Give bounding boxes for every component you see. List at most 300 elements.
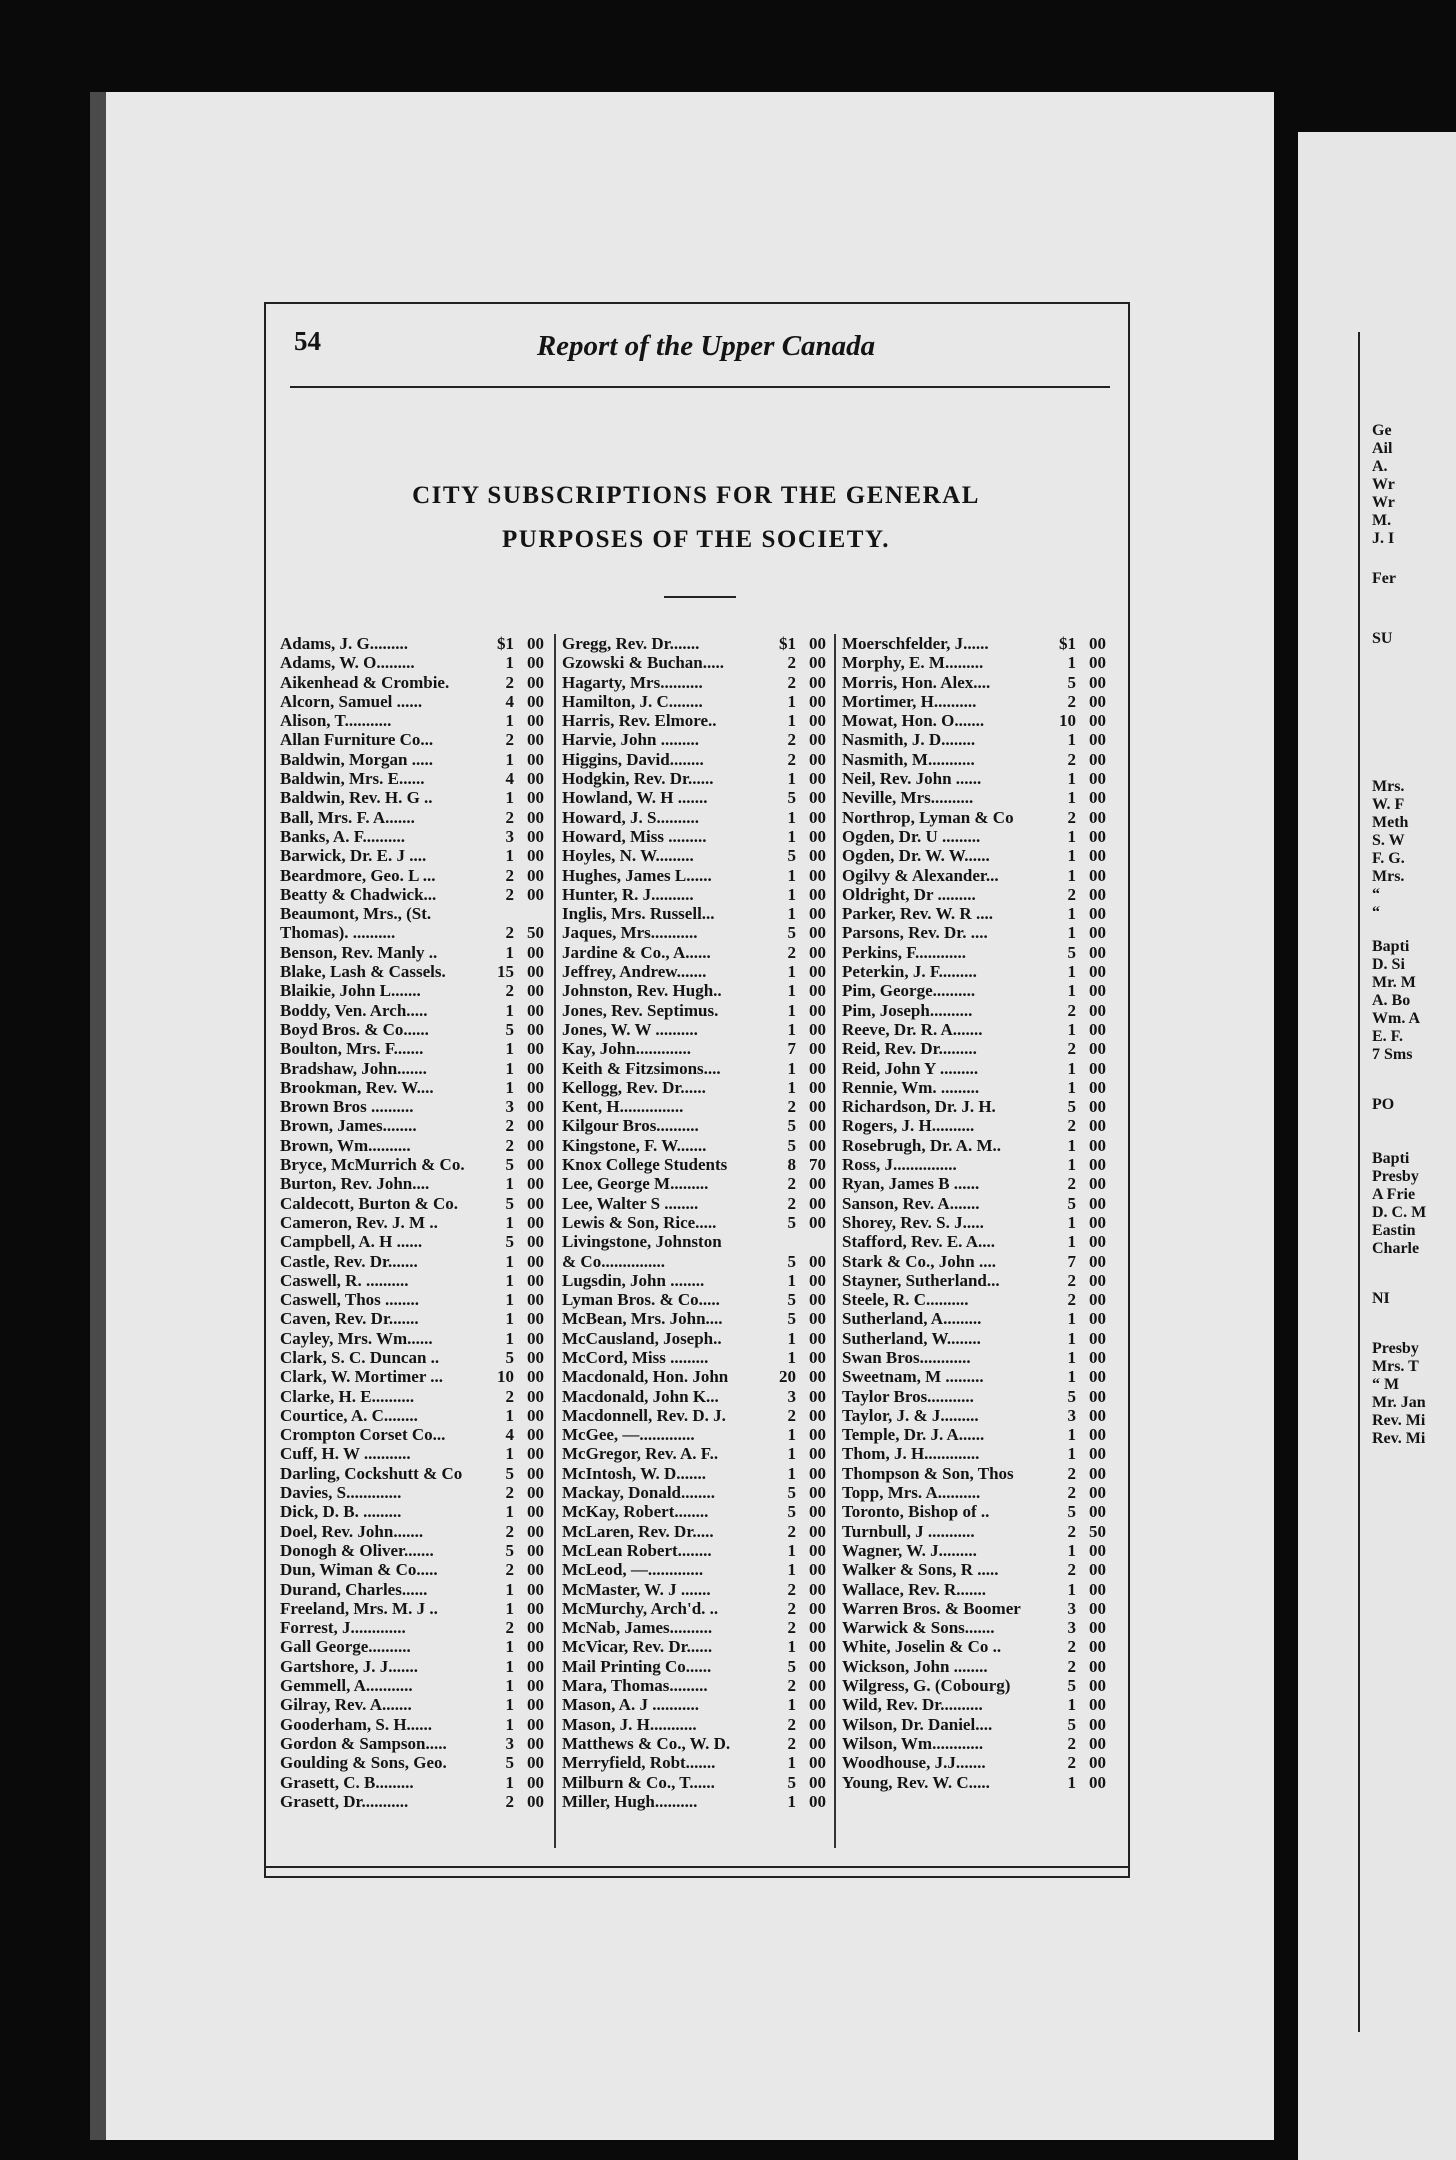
amount-cents: 00 — [809, 1540, 826, 1560]
title-rule — [664, 596, 736, 598]
amount-dollars: 2 — [505, 730, 514, 750]
subscription-entry — [562, 1637, 826, 1656]
amount-cents: 00 — [527, 1347, 544, 1367]
amount-dollars: 5 — [1067, 1676, 1076, 1696]
subscription-entry — [842, 1560, 1106, 1579]
subscription-entry — [562, 1039, 826, 1058]
subscriber-name: Ogden, Dr. W. W...... — [842, 846, 990, 866]
amount-dollars: 1 — [505, 942, 514, 962]
subscription-entry — [842, 1232, 1106, 1251]
amount-dollars: 1 — [787, 1463, 796, 1483]
facing-page-fragment: Mrs. — [1372, 868, 1405, 885]
page-frame — [264, 302, 1130, 1878]
amount-dollars: $1 — [1059, 634, 1076, 653]
amount-dollars: 5 — [1067, 1386, 1076, 1406]
amount-cents: 00 — [809, 1212, 826, 1232]
amount-cents: 00 — [527, 1019, 544, 1039]
facing-page-fragment: Wm. A — [1372, 1010, 1420, 1027]
amount-cents: 00 — [809, 1097, 826, 1117]
facing-page-fragment: D. C. M — [1372, 1204, 1427, 1221]
amount-cents: 00 — [809, 1270, 826, 1290]
subscriber-name: Mortimer, H.......... — [842, 691, 977, 711]
subscription-entry — [280, 673, 544, 692]
amount-dollars: 7 — [787, 1039, 796, 1059]
subscription-entry — [562, 1483, 826, 1502]
amount-cents: 00 — [527, 1695, 544, 1715]
amount-cents: 00 — [527, 1540, 544, 1560]
amount-dollars: 2 — [1067, 1116, 1076, 1136]
subscriber-name: Courtice, A. C........ — [280, 1405, 418, 1425]
subscriber-name: Turnbull, J ........... — [842, 1521, 975, 1541]
subscription-entry — [842, 1097, 1106, 1116]
facing-page-fragment: J. I — [1372, 530, 1395, 547]
subscription-entry — [842, 827, 1106, 846]
subscription-entry — [562, 1580, 826, 1599]
facing-page-fragment: Bapti — [1372, 938, 1410, 955]
subscription-entry — [280, 788, 544, 807]
amount-dollars: 5 — [787, 1502, 796, 1522]
subscription-entry — [842, 1059, 1106, 1078]
amount-cents: 00 — [527, 711, 544, 731]
subscriber-name: Milburn & Co., T...... — [562, 1772, 715, 1792]
amount-cents: 00 — [1089, 942, 1106, 962]
amount-dollars: 1 — [505, 1251, 514, 1271]
amount-dollars: 5 — [787, 1116, 796, 1136]
amount-dollars: 1 — [1067, 730, 1076, 750]
subscription-entry — [842, 1483, 1106, 1502]
subscriber-name: Bradshaw, John....... — [280, 1058, 427, 1078]
subscription-entry — [562, 1290, 826, 1309]
amount-cents: 00 — [809, 711, 826, 731]
subscription-entry — [842, 1657, 1106, 1676]
subscriber-name: Clarke, H. E.......... — [280, 1386, 415, 1406]
subscription-entry — [842, 1213, 1106, 1232]
amount-dollars: 2 — [505, 981, 514, 1001]
amount-dollars: 2 — [787, 1193, 796, 1213]
subscription-entry — [562, 1387, 826, 1406]
subscription-entry — [280, 1695, 544, 1714]
facing-page-fragment: Presby — [1372, 1340, 1419, 1357]
subscription-entry — [562, 788, 826, 807]
amount-cents: 00 — [809, 769, 826, 789]
amount-cents: 00 — [809, 1618, 826, 1638]
subscriber-name: Young, Rev. W. C..... — [842, 1772, 990, 1792]
subscriber-name: Clark, S. C. Duncan .. — [280, 1347, 440, 1367]
amount-dollars: 1 — [787, 1019, 796, 1039]
amount-dollars: 5 — [505, 1155, 514, 1175]
amount-dollars: 1 — [1067, 1347, 1076, 1367]
subscriber-name: McCausland, Joseph.. — [562, 1328, 722, 1348]
subscription-entry — [842, 1773, 1106, 1792]
amount-cents: 00 — [527, 1309, 544, 1329]
subscriber-name: Howland, W. H ....... — [562, 788, 708, 808]
amount-cents: 00 — [809, 1405, 826, 1425]
facing-page — [1298, 132, 1456, 2160]
amount-cents: 00 — [1089, 653, 1106, 673]
subscription-entry — [562, 1271, 826, 1290]
amount-dollars: $1 — [779, 634, 796, 653]
subscription-entry — [562, 1194, 826, 1213]
subscription-entry — [280, 1502, 544, 1521]
subscriber-name: Barwick, Dr. E. J .... — [280, 846, 427, 866]
subscriber-name: Topp, Mrs. A.......... — [842, 1483, 981, 1503]
amount-cents: 00 — [1089, 884, 1106, 904]
amount-cents: 00 — [809, 653, 826, 673]
subscription-entry — [280, 1599, 544, 1618]
amount-cents: 00 — [527, 730, 544, 750]
amount-cents: 00 — [527, 826, 544, 846]
subscription-entry — [842, 981, 1106, 1000]
amount-cents: 00 — [809, 1521, 826, 1541]
subscription-entry — [842, 788, 1106, 807]
amount-cents: 00 — [809, 1251, 826, 1271]
amount-dollars: 5 — [787, 1656, 796, 1676]
amount-dollars: 1 — [505, 1637, 514, 1657]
subscriber-name: Goulding & Sons, Geo. — [280, 1753, 447, 1773]
subscription-entry — [280, 1020, 544, 1039]
amount-cents: 00 — [809, 1116, 826, 1136]
subscription-column-3 — [842, 634, 1106, 1792]
subscription-entry — [562, 1541, 826, 1560]
amount-dollars: 1 — [505, 1039, 514, 1059]
subscription-entry — [842, 634, 1106, 653]
amount-dollars: 5 — [1067, 942, 1076, 962]
subscriber-name: Alcorn, Samuel ...... — [280, 691, 423, 711]
subscription-entry — [280, 981, 544, 1000]
amount-dollars: 1 — [787, 807, 796, 827]
amount-cents: 00 — [809, 1019, 826, 1039]
subscriber-name: McNab, James.......... — [562, 1618, 713, 1638]
subscription-entry — [280, 885, 544, 904]
subscription-entry — [842, 1271, 1106, 1290]
amount-dollars: 2 — [1067, 1753, 1076, 1773]
subscriber-name: Baldwin, Rev. H. G .. — [280, 788, 433, 808]
amount-cents: 00 — [527, 1290, 544, 1310]
amount-dollars: 2 — [505, 807, 514, 827]
amount-dollars: 2 — [787, 1579, 796, 1599]
subscription-entry — [280, 1676, 544, 1695]
facing-page-fragment: Wr — [1372, 494, 1395, 511]
amount-dollars: 1 — [1067, 769, 1076, 789]
subscriber-name: Wild, Rev. Dr.......... — [842, 1695, 983, 1715]
subscriber-name: Peterkin, J. F......... — [842, 962, 977, 982]
subscription-entry — [280, 1059, 544, 1078]
amount-cents: 00 — [809, 1000, 826, 1020]
subscription-entry — [842, 1580, 1106, 1599]
subscriber-name: Knox College Students — [562, 1155, 728, 1175]
amount-dollars: 2 — [505, 1618, 514, 1638]
amount-dollars: 1 — [1067, 1232, 1076, 1252]
amount-cents: 00 — [527, 1077, 544, 1097]
subscription-entry — [280, 1637, 544, 1656]
subscriber-name: Reid, Rev. Dr......... — [842, 1039, 977, 1059]
amount-dollars: 5 — [787, 1309, 796, 1329]
subscriber-name: Ross, J............... — [842, 1155, 957, 1175]
subscription-entry — [280, 1715, 544, 1734]
subscriber-name: Temple, Dr. J. A...... — [842, 1425, 985, 1445]
subscription-entry — [280, 653, 544, 672]
subscriber-name: Wallace, Rev. R....... — [842, 1579, 987, 1599]
amount-dollars: 1 — [787, 1270, 796, 1290]
subscription-entry — [562, 808, 826, 827]
amount-dollars: 15 — [497, 962, 514, 982]
subscription-entry — [842, 769, 1106, 788]
amount-dollars: 3 — [505, 1097, 514, 1117]
subscriber-name: White, Joselin & Co .. — [842, 1637, 1002, 1657]
subscription-entry — [842, 673, 1106, 692]
amount-cents: 00 — [527, 1444, 544, 1464]
amount-dollars: 1 — [1067, 846, 1076, 866]
amount-dollars: 4 — [505, 769, 514, 789]
amount-cents: 00 — [527, 749, 544, 769]
amount-cents: 00 — [527, 1328, 544, 1348]
amount-dollars: 5 — [505, 1232, 514, 1252]
subscription-entry — [562, 1560, 826, 1579]
subscription-entry — [562, 730, 826, 749]
amount-cents: 00 — [527, 1579, 544, 1599]
subscription-entry — [842, 1541, 1106, 1560]
subscription-entry — [842, 1715, 1106, 1734]
subscriber-name: Warren Bros. & Boomer — [842, 1598, 1021, 1618]
subscriber-name: Steele, R. C.......... — [842, 1290, 969, 1310]
amount-dollars: 1 — [505, 653, 514, 673]
subscription-entry — [842, 1020, 1106, 1039]
amount-dollars: 1 — [1067, 1212, 1076, 1232]
amount-dollars: 1 — [1067, 1328, 1076, 1348]
subscription-entry — [842, 1329, 1106, 1348]
subscription-entry — [562, 981, 826, 1000]
subscriber-name: Stark & Co., John .... — [842, 1251, 996, 1271]
amount-cents: 00 — [809, 788, 826, 808]
amount-dollars: 1 — [1067, 1155, 1076, 1175]
amount-cents: 00 — [1089, 1193, 1106, 1213]
subscriber-name: Reeve, Dr. R. A....... — [842, 1019, 983, 1039]
amount-dollars: 1 — [505, 1656, 514, 1676]
subscription-entry — [280, 1078, 544, 1097]
subscriber-name: Boyd Bros. & Co...... — [280, 1019, 429, 1039]
amount-cents: 00 — [809, 1444, 826, 1464]
amount-dollars: 1 — [505, 749, 514, 769]
amount-dollars: 3 — [1067, 1598, 1076, 1618]
amount-cents: 00 — [527, 962, 544, 982]
amount-dollars: 1 — [1067, 1444, 1076, 1464]
amount-dollars: 2 — [787, 1521, 796, 1541]
amount-cents: 00 — [1089, 865, 1106, 885]
amount-cents: 00 — [527, 1039, 544, 1059]
subscription-entry — [280, 1425, 544, 1444]
amount-cents: 00 — [1089, 1135, 1106, 1155]
facing-page-fragment: Ge — [1372, 422, 1392, 439]
subscriber-name: Lewis & Son, Rice..... — [562, 1212, 717, 1232]
amount-dollars: 1 — [787, 1791, 796, 1811]
amount-cents: 00 — [1089, 788, 1106, 808]
amount-cents: 00 — [809, 904, 826, 924]
amount-dollars: 3 — [505, 1733, 514, 1753]
subscription-entry — [842, 808, 1106, 827]
subscriber-name: Baldwin, Mrs. E...... — [280, 769, 425, 789]
subscription-entry — [562, 943, 826, 962]
subscription-entry — [280, 1136, 544, 1155]
amount-dollars: 1 — [1067, 1309, 1076, 1329]
amount-cents: 00 — [527, 1174, 544, 1194]
subscription-entry — [562, 1792, 826, 1811]
subscription-entry — [842, 1734, 1106, 1753]
subscriber-name: McIntosh, W. D....... — [562, 1463, 707, 1483]
amount-dollars: 1 — [505, 1598, 514, 1618]
subscription-entry — [562, 673, 826, 692]
subscription-entry — [842, 1637, 1106, 1656]
facing-page-fragment: “ — [1372, 886, 1380, 903]
subscription-entry — [280, 769, 544, 788]
subscription-entry — [562, 1097, 826, 1116]
amount-dollars: 1 — [505, 1077, 514, 1097]
amount-dollars: 5 — [787, 1212, 796, 1232]
subscription-entry — [842, 1155, 1106, 1174]
subscription-entry — [280, 1155, 544, 1174]
subscription-entry — [280, 1734, 544, 1753]
subscription-entry — [562, 1367, 826, 1386]
amount-cents: 00 — [527, 769, 544, 789]
amount-dollars: 5 — [1067, 672, 1076, 692]
subscription-entry — [280, 1194, 544, 1213]
amount-cents: 00 — [1089, 1039, 1106, 1059]
subscription-entry — [842, 1252, 1106, 1271]
amount-dollars: 10 — [1059, 711, 1076, 731]
subscription-entry — [280, 1464, 544, 1483]
subscriber-name: Wagner, W. J......... — [842, 1540, 977, 1560]
amount-dollars: $1 — [497, 634, 514, 653]
amount-dollars: 2 — [787, 1733, 796, 1753]
subscriber-name: Livingstone, Johnston — [562, 1232, 722, 1252]
facing-page-fragment: NI — [1372, 1290, 1390, 1307]
subscription-entry — [562, 866, 826, 885]
amount-cents: 00 — [527, 691, 544, 711]
subscription-entry — [562, 750, 826, 769]
amount-dollars: 2 — [1067, 1560, 1076, 1580]
header-rule — [290, 386, 1110, 388]
subscriber-name: Oldright, Dr ......... — [842, 884, 976, 904]
amount-cents: 00 — [1089, 923, 1106, 943]
amount-cents: 00 — [1089, 1058, 1106, 1078]
subscription-entry — [280, 1097, 544, 1116]
subscription-entry — [842, 1174, 1106, 1193]
amount-cents: 00 — [1089, 962, 1106, 982]
subscription-entry — [562, 1309, 826, 1328]
subscription-entry — [842, 1367, 1106, 1386]
amount-dollars: 2 — [1067, 1733, 1076, 1753]
subscriber-name: Rosebrugh, Dr. A. M.. — [842, 1135, 1001, 1155]
section-title — [306, 474, 1086, 562]
amount-dollars: 1 — [505, 1058, 514, 1078]
subscription-entry — [842, 1116, 1106, 1135]
subscriber-name: Sanson, Rev. A....... — [842, 1193, 980, 1213]
subscriber-name: Sweetnam, M ......... — [842, 1367, 984, 1387]
subscription-entry — [280, 1657, 544, 1676]
amount-cents: 00 — [1089, 846, 1106, 866]
subscription-entry — [562, 827, 826, 846]
amount-dollars: 5 — [1067, 1097, 1076, 1117]
subscriber-name: Reid, John Y ......... — [842, 1058, 979, 1078]
facing-page-fragment: A Frie — [1372, 1186, 1416, 1203]
amount-cents: 00 — [1089, 1618, 1106, 1638]
amount-cents: 00 — [809, 942, 826, 962]
amount-cents: 00 — [1089, 1753, 1106, 1773]
amount-dollars: 2 — [787, 1714, 796, 1734]
subscriber-name: Lyman Bros. & Co..... — [562, 1290, 720, 1310]
amount-cents: 00 — [1089, 1309, 1106, 1329]
subscriber-name: Keith & Fitzsimons.... — [562, 1058, 721, 1078]
amount-dollars: 2 — [787, 730, 796, 750]
subscription-entry — [562, 1329, 826, 1348]
amount-dollars: 5 — [505, 1019, 514, 1039]
facing-page-fragment: W. F — [1372, 796, 1405, 813]
amount-dollars: 1 — [787, 904, 796, 924]
subscription-entry — [280, 1387, 544, 1406]
subscription-entry — [280, 1039, 544, 1058]
amount-dollars: 1 — [1067, 1695, 1076, 1715]
subscriber-name: Mason, A. J ........... — [562, 1695, 699, 1715]
subscriber-name: Morris, Hon. Alex.... — [842, 672, 991, 692]
amount-dollars: 2 — [1067, 884, 1076, 904]
subscription-entry — [842, 904, 1106, 923]
amount-cents: 00 — [1089, 904, 1106, 924]
subscriber-name: Boddy, Ven. Arch..... — [280, 1000, 428, 1020]
amount-dollars: 2 — [787, 1598, 796, 1618]
subscription-entry — [842, 653, 1106, 672]
amount-dollars: 5 — [1067, 1714, 1076, 1734]
amount-cents: 00 — [1089, 1579, 1106, 1599]
amount-dollars: 1 — [1067, 1579, 1076, 1599]
subscriber-name: McCord, Miss ......... — [562, 1347, 709, 1367]
amount-cents: 00 — [809, 1676, 826, 1696]
subscriber-name: Gall George.......... — [280, 1637, 411, 1657]
amount-cents: 00 — [809, 1714, 826, 1734]
amount-dollars: 1 — [505, 1174, 514, 1194]
amount-dollars: 3 — [1067, 1405, 1076, 1425]
subscription-entry — [842, 1136, 1106, 1155]
amount-dollars: 1 — [505, 1444, 514, 1464]
subscriber-name: McLeod, —............. — [562, 1560, 704, 1580]
subscriber-name: McLaren, Rev. Dr..... — [562, 1521, 714, 1541]
amount-dollars: 5 — [787, 1135, 796, 1155]
subscription-entry — [280, 1367, 544, 1386]
amount-cents: 00 — [527, 1502, 544, 1522]
facing-page-fragment: Charle — [1372, 1240, 1420, 1257]
amount-cents: 00 — [527, 1463, 544, 1483]
subscriber-name: Neville, Mrs.......... — [842, 788, 974, 808]
amount-cents: 00 — [527, 634, 544, 653]
amount-dollars: 20 — [779, 1367, 796, 1387]
amount-cents: 00 — [1089, 1560, 1106, 1580]
subscription-entry — [562, 1425, 826, 1444]
subscription-entry — [842, 730, 1106, 749]
amount-dollars: 2 — [505, 1483, 514, 1503]
subscriber-name: Burton, Rev. John.... — [280, 1174, 430, 1194]
subscription-entry — [280, 1232, 544, 1251]
amount-cents: 00 — [809, 807, 826, 827]
facing-page-fragment: D. Si — [1372, 956, 1405, 973]
subscription-entry — [280, 846, 544, 865]
subscription-entry — [562, 1001, 826, 1020]
subscription-entry — [562, 1116, 826, 1135]
facing-page-fragment: Eastin — [1372, 1222, 1416, 1239]
subscriber-name: Clark, W. Mortimer ... — [280, 1367, 444, 1387]
subscriber-name: Shorey, Rev. S. J..... — [842, 1212, 984, 1232]
subscriber-name: Kay, John............. — [562, 1039, 691, 1059]
amount-dollars: 2 — [787, 1097, 796, 1117]
subscription-entry — [280, 692, 544, 711]
amount-dollars: 1 — [787, 826, 796, 846]
